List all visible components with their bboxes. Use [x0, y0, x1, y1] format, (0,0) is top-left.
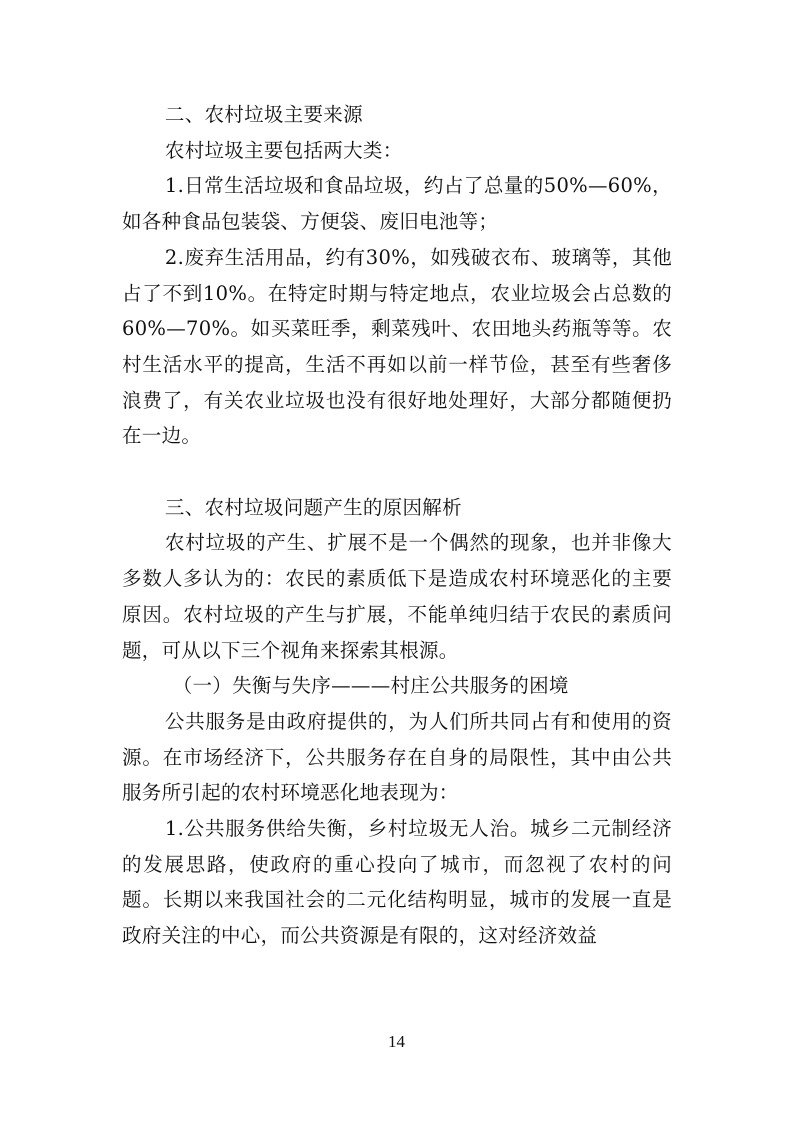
subsection-1-paragraph-2: 1.公共服务供给失衡，乡村垃圾无人治。城乡二元制经济的发展思路，使政府的重心投向了城市，而忽视了农村的问题。长期以来我国社会的二元化结构明显，城市的发展一直是政府关注的中心，而公共资源是有限的，这对经济效益 [122, 817, 672, 948]
section-2-paragraph-2: 1.日常生活垃圾和食品垃圾，约占了总量的50%—60%，如各种食品包装袋、方便袋、废旧电池等； [122, 174, 672, 234]
section-2-heading: 二、农村垃圾主要来源 [164, 103, 363, 126]
subsection-1-heading: （一）失衡与失序———村庄公共服务的困境 [172, 674, 569, 698]
page-number: 14 [388, 1032, 405, 1051]
section-gap [122, 454, 672, 490]
document-body [122, 97, 672, 954]
section-3-heading: 三、农村垃圾问题产生的原因解析 [164, 495, 462, 519]
section-3-intro-paragraph: 农村垃圾的产生、扩展不是一个偶然的现象，也并非像大多数人多认为的：农民的素质低下是造成农村环境恶化的主要原因。农村垃圾的产生与扩展，不能单纯归结于农民的素质问题，可从以下三个视角来探索其根源。 [122, 531, 672, 662]
section-2-paragraph-3: 2.废弃生活用品，约有30%，如残破衣布、玻璃等，其他占了不到10%。在特定时期与特定地点，农业垃圾会占总数的60%—70%。如买菜旺季，剩菜残叶、农田地头药瓶等等。农村生活水平的提高，生活不再如以前一样节俭，甚至有些奢侈浪费了，有关农业垃圾也没有很好地处理好，大部分都随便扔在一边。 [122, 245, 672, 448]
subsection-1-paragraph-1: 公共服务是由政府提供的，为人们所共同占有和使用的资源。在市场经济下，公共服务存在自身的局限性，其中由公共服务所引起的农村环境恶化地表现为： [122, 709, 672, 805]
section-2-paragraph-1: 农村垃圾主要包括两大类： [164, 138, 403, 162]
